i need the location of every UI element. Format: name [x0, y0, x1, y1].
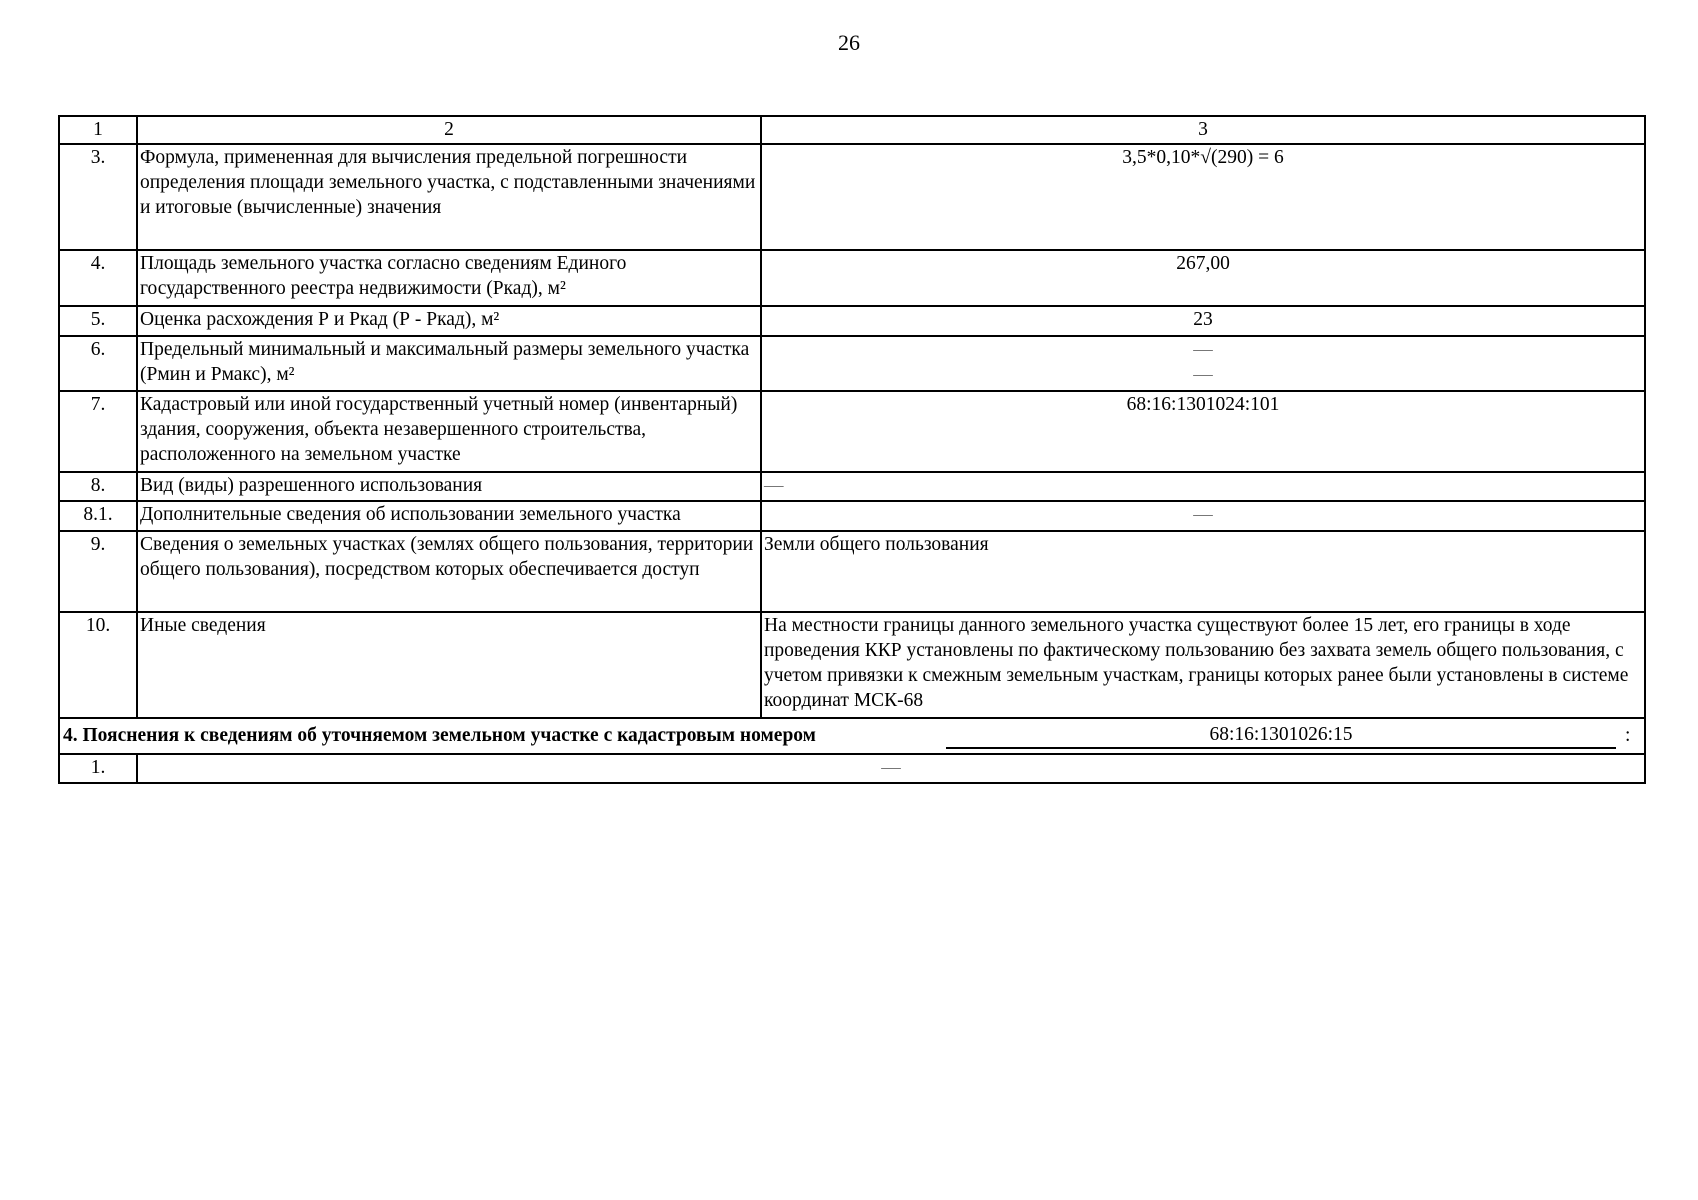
- table-row: [59, 472, 1645, 501]
- table-row: [59, 612, 1645, 718]
- row-value-min-max: [761, 336, 1645, 391]
- table-row: [59, 306, 1645, 336]
- section-4-header-row: [59, 718, 1645, 754]
- table-row: [59, 144, 1645, 250]
- table-row: [59, 531, 1645, 612]
- row-value: 23: [761, 306, 1645, 336]
- section-4-header: [59, 718, 1645, 754]
- table-row: [59, 754, 1645, 783]
- row-number: 10.: [59, 612, 137, 718]
- row-label: Оценка расхождения Р и Ркад (Р - Ркад), м²: [137, 306, 761, 336]
- section-4-title: 4. Пояснения к сведениям об уточняемом земельном участке с кадастровым номером: [63, 725, 816, 746]
- min-size-value: —: [1193, 339, 1213, 360]
- table-header-row: [59, 116, 1645, 144]
- row-value: —: [137, 754, 1645, 783]
- row-value: На местности границы данного земельного участка существуют более 15 лет, его границы в ходе проведения ККР установлены по фактическому пользованию без захвата земель общего пользования, с учетом привязки к смежным земельным участкам, границы которых ранее были установлены в системе координат МСК-68: [761, 612, 1645, 718]
- row-value: —: [761, 501, 1645, 531]
- table-row: [59, 501, 1645, 531]
- row-number: 8.1.: [59, 501, 137, 531]
- table-row: [59, 336, 1645, 391]
- land-plot-info-table: [58, 115, 1646, 784]
- section-4-colon: :: [1625, 725, 1631, 746]
- row-value: 3,5*0,10*√(290) = 6: [761, 144, 1645, 250]
- page-number: 26: [838, 30, 860, 55]
- row-label: Предельный минимальный и максимальный размеры земельного участка (Рмин и Рмакс), м²: [137, 336, 761, 391]
- row-value: 68:16:1301024:101: [761, 391, 1645, 472]
- row-label: Площадь земельного участка согласно сведениям Единого государственного реестра недвижимости (Ркад), м²: [137, 250, 761, 306]
- row-label: Вид (виды) разрешенного использования: [137, 472, 761, 501]
- row-label: Иные сведения: [137, 612, 761, 718]
- row-number: 9.: [59, 531, 137, 612]
- row-number: 3.: [59, 144, 137, 250]
- row-number: 4.: [59, 250, 137, 306]
- header-col-3: 3: [761, 116, 1645, 144]
- header-col-1: 1: [59, 116, 137, 144]
- section-4-cadastral-number: 68:16:1301026:15: [946, 723, 1616, 749]
- row-number: 8.: [59, 472, 137, 501]
- row-number: 7.: [59, 391, 137, 472]
- row-number: 5.: [59, 306, 137, 336]
- table-row: [59, 250, 1645, 306]
- row-label: Сведения о земельных участках (землях общего пользования, территории общего пользования), посредством которых обеспечивается доступ: [137, 531, 761, 612]
- row-label: Формула, примененная для вычисления предельной погрешности определения площади земельного участка, с подставленными значениями и итоговые (вычисленные) значения: [137, 144, 761, 250]
- table-row: [59, 391, 1645, 472]
- row-value: —: [761, 472, 1645, 501]
- row-label: Дополнительные сведения об использовании земельного участка: [137, 501, 761, 531]
- row-label: Кадастровый или иной государственный учетный номер (инвентарный) здания, сооружения, объекта незавершенного строительства, расположенного на земельном участке: [137, 391, 761, 472]
- header-col-2: 2: [137, 116, 761, 144]
- row-value: Земли общего пользования: [761, 531, 1645, 612]
- row-value: 267,00: [761, 250, 1645, 306]
- row-number: 6.: [59, 336, 137, 391]
- row-number: 1.: [59, 754, 137, 783]
- max-size-value: —: [1193, 364, 1213, 385]
